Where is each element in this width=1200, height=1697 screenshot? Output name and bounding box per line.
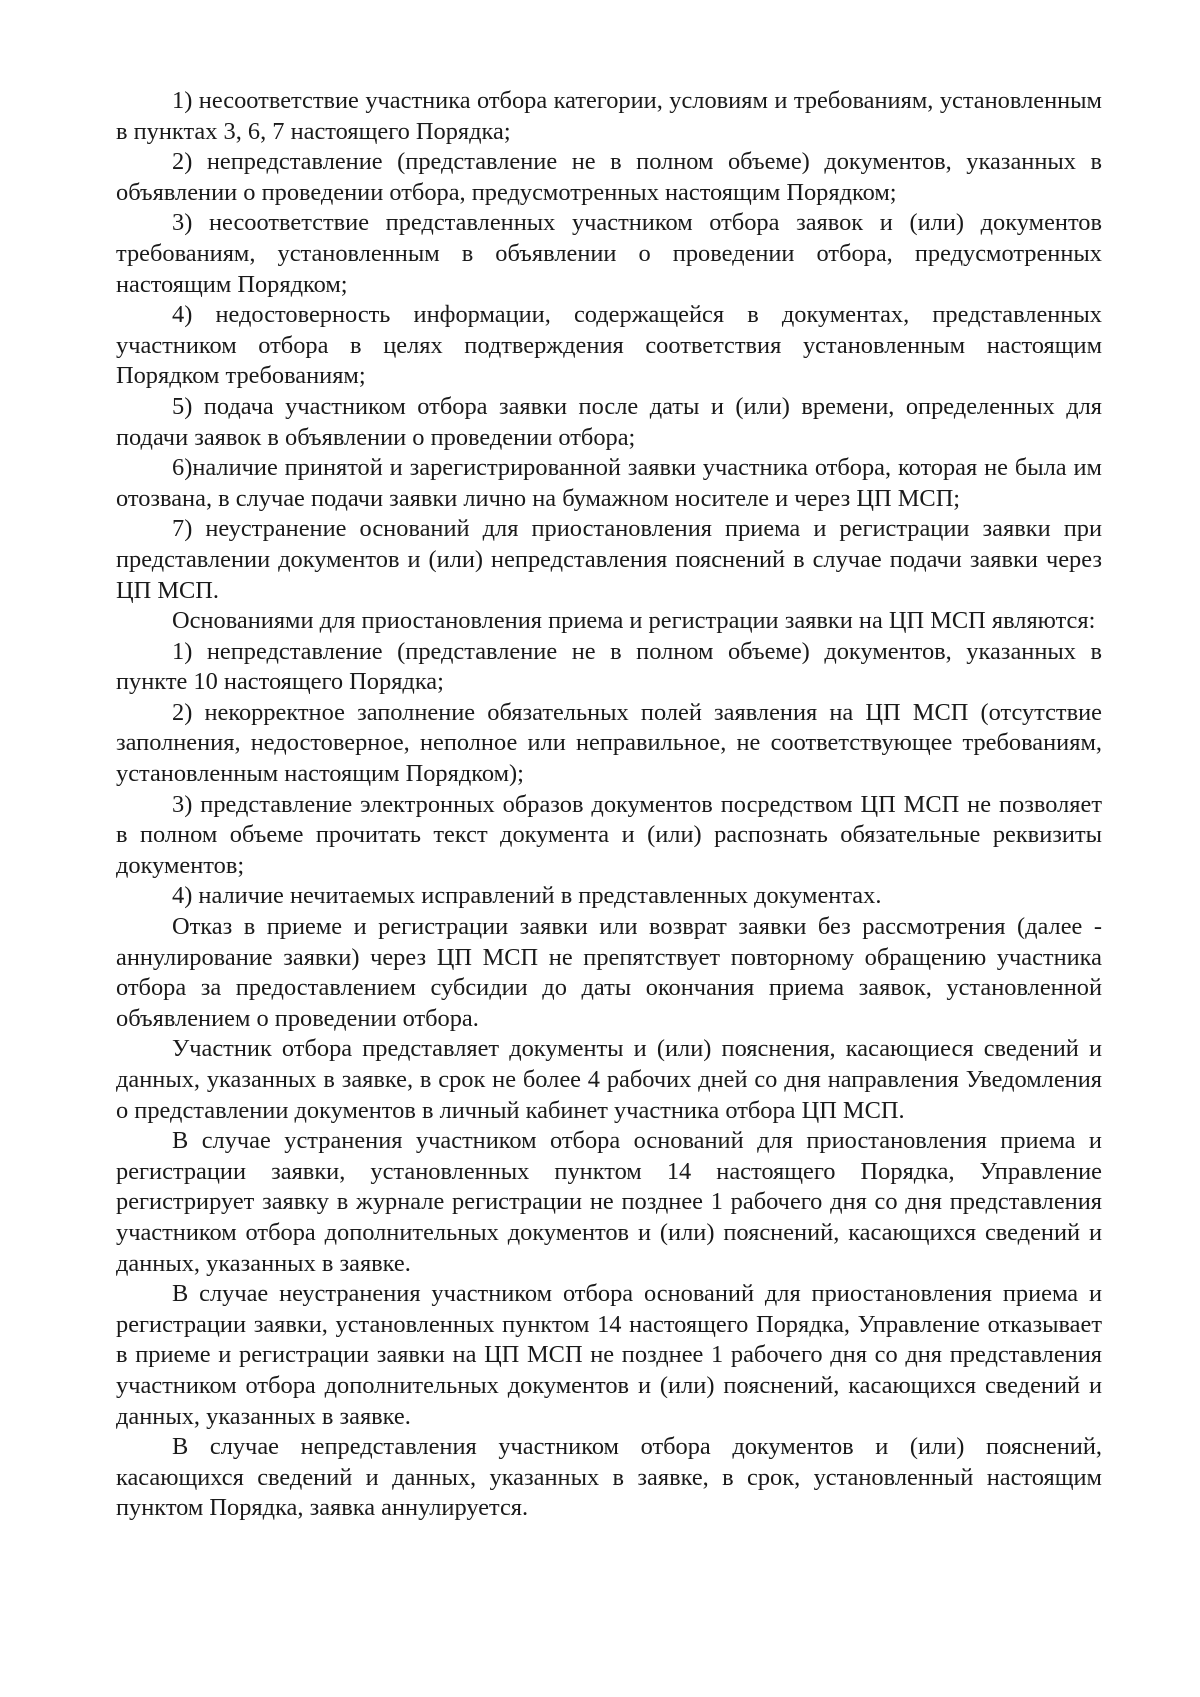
paragraph-refusal-reason-2: 2) непредставление (представление не в полном объеме) документов, указанных в объявлении о проведении отбора, предусмотренных настоящим Порядком; — [116, 148, 1102, 206]
paragraph-refusal-without-fix: В случае неустранения участником отбора оснований для приостановления приема и регистрации заявки, установленных пунктом 14 настоящего Порядка, Управление отказывает в приеме и регистрации заявки на ЦП МСП не позднее 1 рабочего дня со дня представления участником отбора дополнительных документов и (или) пояснений, касающихся сведений и данных, указанных в заявке. — [116, 1280, 1102, 1430]
paragraph-suspension-ground-2: 2) некорректное заполнение обязательных полей заявления на ЦП МСП (отсутствие заполнения, недостоверное, неполное или неправильное, не соответствующее требованиям, установленным настоящим Порядком); — [116, 698, 1102, 788]
paragraph-refusal-reason-7: 7) неустранение оснований для приостановления приема и регистрации заявки при представлении документов и (или) непредставления пояснений в случае подачи заявки через ЦП МСП. — [116, 515, 1102, 604]
paragraph-suspension-ground-4: 4) наличие нечитаемых исправлений в представленных документах. — [172, 882, 882, 910]
paragraph-registration-after-fix: В случае устранения участником отбора оснований для приостановления приема и регистрации заявки, установленных пунктом 14 настоящего Порядка, Управление регистрирует заявку в журнале регистрации не позднее 1 рабочего дня со дня представления участником отбора дополнительных документов и (или) пояснений, касающихся сведений и данных, указанных в заявке. — [116, 1127, 1102, 1277]
paragraph-refusal-reason-1: 1) несоответствие участника отбора категории, условиям и требованиям, установленным в пунктах 3, 6, 7 настоящего Порядка; — [116, 87, 1102, 145]
paragraph-annulment-no-documents: В случае непредставления участником отбора документов и (или) пояснений, касающихся сведений и данных, указанных в заявке, в срок, установленный настоящим пунктом Порядка, заявка аннулируется. — [116, 1433, 1102, 1522]
paragraph-refusal-reason-6: 6)наличие принятой и зарегистрированной заявки участника отбора, которая не была им отозвана, в случае подачи заявки лично на бумажном носителе и через ЦП МСП; — [116, 454, 1102, 512]
paragraph-refusal-reason-3: 3) несоответствие представленных участником отбора заявок и (или) документов требованиям, установленным в объявлении о проведении отбора, предусмотренных настоящим Порядком; — [116, 209, 1102, 298]
paragraph-suspension-grounds-intro: Основаниями для приостановления приема и регистрации заявки на ЦП МСП являются: — [172, 607, 1096, 635]
paragraph-refusal-reason-4: 4) недостоверность информации, содержащейся в документах, представленных участником отбора в целях подтверждения соответствия установленным настоящим Порядком требованиям; — [116, 301, 1102, 390]
paragraph-refusal-reason-5: 5) подача участником отбора заявки после даты и (или) времени, определенных для подачи заявок в объявлении о проведении отбора; — [116, 392, 1102, 451]
paragraph-suspension-ground-3: 3) представление электронных образов документов посредством ЦП МСП не позволяет в полном объеме прочитать текст документа и (или) распознать обязательные реквизиты документов; — [116, 790, 1102, 879]
document-page — [116, 86, 1102, 1524]
paragraph-suspension-ground-1: 1) непредставление (представление не в полном объеме) документов, указанных в пункте 10 настоящего Порядка; — [116, 637, 1102, 696]
paragraph-documents-deadline: Участник отбора представляет документы и (или) пояснения, касающиеся сведений и данных, указанных в заявке, в срок не более 4 рабочих дней со дня направления Уведомления о представлении документов в личный кабинет участника отбора ЦП МСП. — [116, 1035, 1102, 1124]
paragraph-annulment: Отказ в приеме и регистрации заявки или возврат заявки без рассмотрения (далее - аннулирование заявки) через ЦП МСП не препятствует повторному обращению участника отбора за предоставлением субсидии до даты окончания приема заявок, установленной объявлением о проведении отбора. — [116, 913, 1102, 1032]
